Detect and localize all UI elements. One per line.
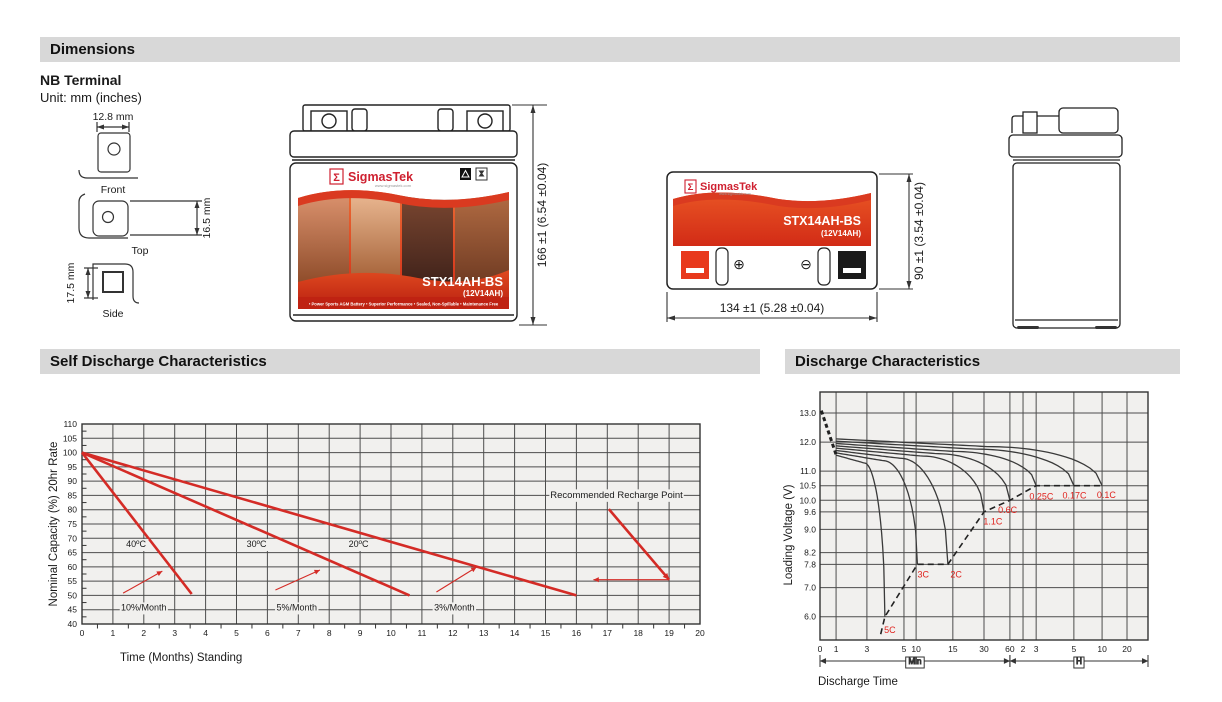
photo-jetski: [351, 196, 400, 286]
x-tick-label: 12: [448, 628, 458, 638]
y-tick-label: 110: [63, 419, 77, 429]
temp-label: 40ºC: [126, 538, 146, 549]
rate-label: 3%/Month: [434, 602, 475, 613]
brand-text: SigmasTek: [700, 181, 758, 193]
negative-terminal: [838, 251, 866, 279]
arrowhead: [1142, 659, 1147, 663]
front-width-label: 12.8 mm: [92, 111, 134, 123]
arrowhead: [122, 125, 129, 130]
x-tick-label: 19: [664, 628, 674, 638]
y-tick-label: 7.8: [804, 559, 816, 570]
nb-terminal-block: [40, 72, 142, 106]
x-tick-label: 2: [1020, 644, 1026, 654]
positive-terminal-slot: [686, 268, 704, 273]
side-terminal-block: [1059, 108, 1118, 133]
terminal-side-shape: [93, 264, 139, 303]
filler-tab: [818, 248, 830, 285]
battery-vent-tab: [352, 109, 367, 131]
filler-tab: [716, 248, 728, 285]
x-tick-label: 9: [357, 628, 363, 638]
side-height-label: 17.5 mm: [65, 262, 77, 304]
minus-symbol: ⊖: [800, 256, 812, 272]
x-tick-label: 2: [141, 628, 147, 638]
x-tick-label: 0: [79, 628, 85, 638]
side-foot: [1017, 326, 1039, 329]
top-label: Top: [131, 245, 149, 257]
x-tick-label: 4: [203, 628, 208, 638]
x-tick-label: 60: [1005, 644, 1015, 654]
arrowhead: [531, 105, 536, 113]
rate-label: 10%/Month: [121, 602, 167, 613]
terminal-top-hole: [103, 212, 114, 223]
y-tick-label: 8.2: [804, 547, 816, 558]
y-tick-label: 95: [67, 461, 77, 472]
c-rate-label-0.25C: 0.25C: [1029, 491, 1054, 502]
terminal-bolt-hole-right: [478, 114, 492, 128]
c-rate-label-0.1C: 0.1C: [1096, 490, 1116, 501]
temp-label: 30ºC: [246, 538, 267, 549]
x-tick-label: 3: [1033, 644, 1039, 654]
y-axis-title: Nominal Capacity (%) 20hr Rate: [48, 441, 60, 607]
y-tick-label: 60: [67, 561, 77, 572]
x-tick-label: 10: [1097, 644, 1107, 654]
c-rate-label-1.1C: 1.1C: [983, 516, 1003, 527]
y-axis-title: Loading Voltage (V): [783, 484, 795, 586]
side-body: [1013, 163, 1120, 328]
x-tick-label: 14: [509, 628, 520, 638]
nb-terminal-diagram: [40, 106, 275, 321]
x-axis-title: Time (Months) Standing: [120, 652, 243, 664]
self-discharge-header: [40, 349, 760, 374]
y-tick-label: 7.0: [804, 582, 816, 593]
x-tick-label: 15: [948, 644, 958, 654]
top-height-label: 16.5 mm: [201, 197, 213, 239]
battery-front-view: [283, 96, 573, 344]
brand-text: SigmasTek: [348, 170, 414, 184]
positive-terminal: [681, 251, 709, 279]
arrowhead: [86, 291, 91, 298]
side-lid: [1009, 135, 1122, 157]
temp-label: 20ºC: [348, 538, 369, 549]
brand-website: www.sigmastek.com: [719, 192, 751, 196]
sigma-logo-icon: Σ: [687, 182, 694, 193]
battery-vent-tab: [438, 109, 453, 131]
y-tick-label: 9.6: [804, 506, 816, 517]
photo-atv: [402, 196, 453, 286]
x-tick-label: 20: [1122, 644, 1132, 654]
arrowhead: [667, 316, 675, 321]
terminal-top-shape: [93, 201, 128, 236]
arrowhead: [869, 316, 877, 321]
y-tick-label: 75: [67, 518, 77, 529]
x-tick-label: 16: [571, 628, 582, 638]
photo-rider: [455, 196, 509, 286]
height-dim-text: 166 ±1 (6.54 ±0.04): [535, 162, 549, 268]
x-tick-label: 0: [817, 644, 823, 654]
y-tick-label: 105: [62, 433, 77, 444]
arrowhead: [1004, 659, 1009, 663]
terminal-front-hole: [108, 143, 120, 155]
x-tick-label: 10: [386, 628, 396, 638]
depth-dim-text: 90 ±1 (3.54 ±0.04): [912, 182, 926, 280]
c-rate-label-0.6C: 0.6C: [998, 504, 1018, 515]
side-label: Side: [102, 308, 124, 320]
arrowhead: [97, 125, 104, 130]
x-tick-label: 1: [833, 644, 839, 654]
y-tick-label: 10.5: [799, 480, 816, 491]
x-tick-label: 13: [478, 628, 489, 638]
arrowhead: [1011, 659, 1016, 663]
battery-top-view: [655, 160, 945, 330]
c-rate-label-0.17C: 0.17C: [1062, 490, 1087, 501]
battery-front-label: [298, 166, 509, 309]
arrowhead: [531, 317, 536, 325]
x-tick-label: 8: [326, 628, 332, 638]
plus-symbol: ⊕: [733, 256, 745, 272]
y-tick-label: 13.0: [799, 407, 816, 418]
arrowhead: [86, 268, 91, 275]
x-tick-label: 15: [540, 628, 551, 638]
arrowhead: [195, 201, 200, 208]
self-discharge-header-label: Self Discharge Characteristics: [50, 353, 267, 370]
nb-terminal-unit: Unit: mm (inches): [40, 90, 142, 105]
negative-terminal-slot: [843, 268, 861, 273]
y-tick-label: 55: [67, 576, 77, 587]
x-tick-label: 17: [602, 628, 613, 638]
x-tick-label: 5: [1071, 644, 1077, 654]
y-tick-label: 10.0: [799, 495, 816, 506]
model-text-top: STX14AH-BS: [783, 214, 861, 228]
x-tick-label: 18: [633, 628, 643, 638]
c-rate-label-2C: 2C: [950, 569, 962, 580]
y-tick-label: 80: [67, 504, 77, 515]
y-tick-label: 11.0: [800, 466, 816, 477]
width-dim-text: 134 ±1 (5.28 ±0.04): [719, 301, 825, 315]
self-discharge-plot: [48, 419, 705, 664]
arrowhead: [821, 659, 826, 663]
rating-text-top: (12V14AH): [820, 229, 861, 238]
bracket-label: Min: [908, 657, 922, 666]
battery-side-view: [985, 100, 1130, 340]
y-tick-label: 90: [67, 476, 77, 487]
x-tick-label: 20: [695, 628, 705, 638]
dimensions-header: [40, 37, 1180, 62]
c-rate-label-5C: 5C: [884, 624, 896, 635]
battery-top-label: [673, 177, 871, 246]
features-text: • Power Sports AGM Battery • Superior Performance • Sealed, Non-Spillable • Maintenance Free: [308, 301, 499, 307]
brand-website: www.sigmastek.com: [374, 183, 412, 188]
terminal-side-square: [103, 272, 123, 292]
discharge-plot: [783, 392, 1148, 688]
y-tick-label: 45: [67, 604, 77, 615]
front-label: Front: [100, 184, 126, 196]
sigma-logo-icon: Σ: [333, 172, 340, 184]
arrowhead: [907, 174, 912, 182]
x-tick-label: 6: [265, 628, 270, 638]
x-tick-label: 5: [234, 628, 239, 638]
x-tick-label: 5: [901, 644, 907, 654]
x-tick-label: 11: [417, 628, 427, 638]
discharge-header-label: Discharge Characteristics: [795, 353, 981, 370]
x-tick-label: 3: [172, 628, 178, 638]
model-text-front: STX14AH-BS: [422, 274, 503, 289]
discharge-chart: [780, 385, 1222, 702]
self-discharge-chart: [40, 385, 760, 702]
y-tick-label: 40: [67, 618, 77, 629]
x-axis-title: Discharge Time: [818, 676, 898, 688]
y-tick-label: 6.0: [804, 611, 816, 622]
y-tick-label: 70: [67, 533, 77, 544]
x-tick-label: 10: [911, 644, 921, 654]
x-tick-label: 3: [864, 644, 870, 654]
rate-label: 5%/Month: [276, 602, 318, 613]
y-tick-label: 9.0: [804, 524, 816, 535]
nb-terminal-title: NB Terminal: [40, 72, 122, 88]
y-tick-label: 100: [62, 447, 77, 458]
y-tick-label: 50: [67, 590, 77, 601]
arrowhead: [907, 281, 912, 289]
dimensions-header-label: Dimensions: [50, 41, 136, 58]
x-tick-label: 1: [110, 628, 116, 638]
terminal-front-shape: [98, 133, 130, 172]
recharge-label: Recommended Recharge Point: [550, 489, 683, 501]
gridlines: [82, 424, 700, 624]
terminal-bolt-hole-left: [322, 114, 336, 128]
rating-text-front: (12V14AH): [462, 289, 503, 298]
x-tick-label: 7: [295, 628, 301, 638]
depth-dimension: [879, 174, 913, 289]
arrowhead: [195, 228, 200, 235]
discharge-header: [785, 349, 1180, 374]
x-tick-label: 30: [979, 644, 989, 654]
y-tick-label: 65: [67, 547, 77, 558]
photo-motocross: [298, 196, 349, 286]
y-tick-label: 12.0: [799, 437, 816, 448]
side-foot: [1095, 326, 1117, 329]
battery-lid: [290, 131, 517, 157]
c-rate-label-3C: 3C: [917, 569, 930, 580]
bracket-label: H: [1076, 657, 1082, 666]
time-unit-brackets: [820, 655, 1148, 668]
y-tick-label: 85: [67, 490, 77, 501]
side-terminal-tab: [1023, 112, 1037, 133]
